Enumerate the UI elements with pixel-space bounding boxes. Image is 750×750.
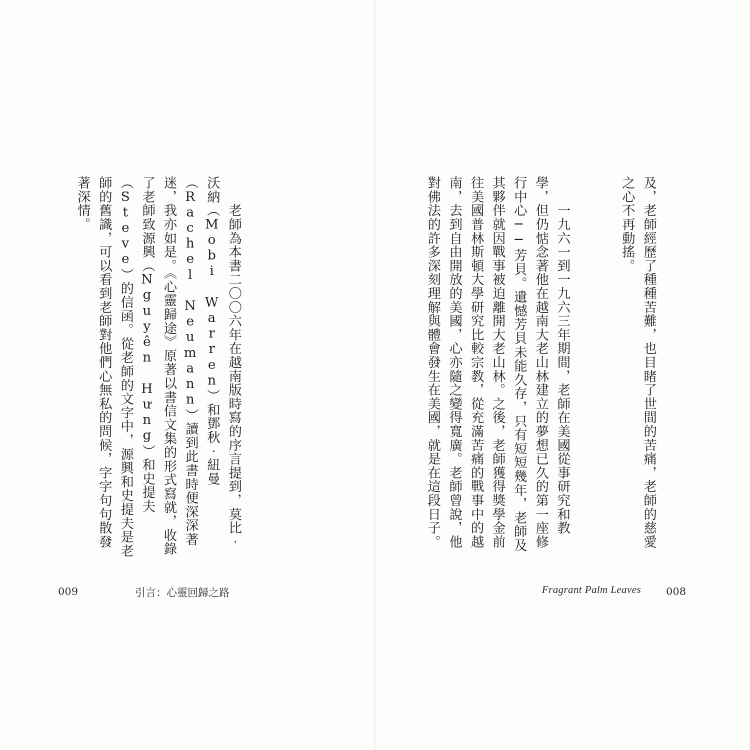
left-page-body: [43, 176, 287, 558]
right-page-body: [422, 176, 702, 558]
page-number: 009: [58, 586, 79, 598]
right-page: [375, 0, 750, 750]
page-number: 008: [665, 586, 686, 598]
running-head: 引言：心靈回歸之路: [135, 587, 230, 599]
paragraph: 及，老師經歷了種種苦難，也目睹了世間的苦痛，老師的慈愛之心不再動搖。: [619, 176, 656, 549]
paragraph: 老師為本書二〇〇六年在越南版時寫的序言提到，莫比‧沃納（Mobi Warren）和鄧秋‧紐曼（Rachel Neumann）讀到此書時便深深著迷，我亦如是。《心靈歸途》原著以書信文集的形式寫就，收錄了老師致源興（Nguyên Hưng）和史提夫（Steve）的信函。從老師的文字中，源興和史提夫是老師的舊識，可以看到老師對他們心無私的問候，字字句句散發著深情。: [74, 176, 241, 558]
running-head: Fragrant Palm Leaves: [541, 585, 641, 596]
paragraph: 一九六一到一九六三年期間，老師在美國從事研究和教學，但仍惦念著他在越南大老山林建立的夢想已久的第一座修行中心──芳貝。遺憾芳貝未能久存，只有短短幾年，老師及其夥伴就因戰事被迫離開大老山林。之後，老師獲得獎學金前往美國普林斯頓大學研究比較宗教，從充滿苦痛的戰事中的越南，去到自由開放的美國，心亦隨之變得寬廣。老師曾說，他對佛法的許多深刻理解與體會發生在美國，就是在這段日子。: [424, 176, 570, 553]
